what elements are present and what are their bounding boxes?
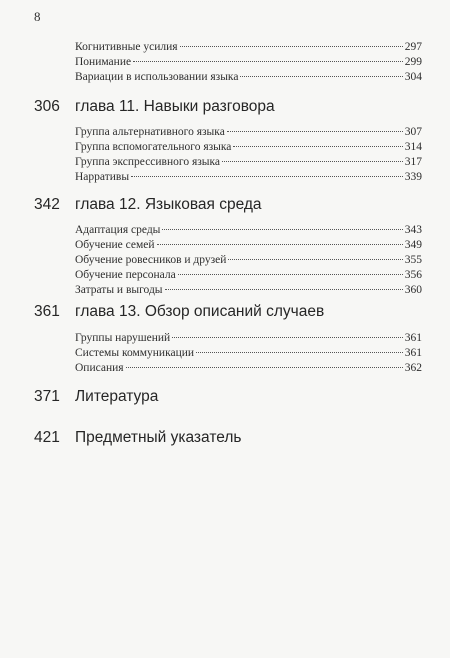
toc-entry-title: Обучение персонала [75,269,176,281]
dot-leader [228,259,402,260]
toc-entry-title: Группа вспомогательного языка [75,141,232,153]
toc-entry-page: 356 [404,269,422,281]
chapter-title: глава 12. Языковая среда [75,196,262,213]
chapter-title: глава 11. Навыки разговора [75,98,275,115]
dot-leader [162,229,402,230]
toc-entry-title: Обучение ровесников и друзей [75,254,227,266]
chapter-page: 361 [34,303,60,320]
toc-entry[interactable] [75,141,422,153]
toc-entry[interactable] [75,284,422,296]
chapter-title: Литература [75,388,159,405]
toc-entry-page: 362 [404,362,422,374]
toc-entry-page: 361 [404,347,422,359]
toc-entry-page: 314 [404,141,422,153]
toc-entry-page: 349 [404,239,422,251]
dot-leader [133,61,403,62]
toc-entry[interactable] [75,269,422,281]
toc-entry-page: 299 [404,56,422,68]
toc-chapter-heading[interactable] [34,98,424,116]
toc-entry-title: Нарративы [75,171,130,183]
dot-leader [157,244,403,245]
toc-entry-page: 307 [404,126,422,138]
toc-chapter-heading[interactable] [34,196,424,214]
toc-entry[interactable] [75,56,422,68]
toc-entry[interactable] [75,332,422,344]
toc-entry-title: Группы нарушений [75,332,171,344]
toc-entry-page: 317 [404,156,422,168]
dot-leader [222,161,403,162]
toc-entry[interactable] [75,156,422,168]
toc-entry-title: Обучение семей [75,239,155,251]
toc-entry-page: 360 [404,284,422,296]
toc-entry-page: 297 [404,41,422,53]
toc-entry-title: Затраты и выгоды [75,284,163,296]
toc-entry-page: 355 [404,254,422,266]
chapter-page: 371 [34,388,60,405]
toc-entry-title: Вариации в использовании языка [75,71,239,83]
toc-entry[interactable] [75,239,422,251]
dot-leader [196,352,403,353]
toc-entry[interactable] [75,347,422,359]
toc-entry[interactable] [75,71,422,83]
page-number: 8 [34,9,41,24]
dot-leader [126,367,403,368]
toc-entry[interactable] [75,254,422,266]
toc-chapter-heading[interactable] [34,303,424,321]
toc-entry-page: 361 [404,332,422,344]
toc-entry-title: Группа экспрессивного языка [75,156,221,168]
dot-leader [131,176,403,177]
toc-entry[interactable] [75,126,422,138]
toc-entry[interactable] [75,41,422,53]
toc-entry-title: Адаптация среды [75,224,161,236]
chapter-page: 421 [34,429,60,446]
toc-entry-title: Понимание [75,56,132,68]
dot-leader [178,274,403,275]
toc-entry[interactable] [75,171,422,183]
toc-entry[interactable] [75,362,422,374]
toc-entry-title: Группа альтернативного языка [75,126,225,138]
dot-leader [240,76,402,77]
toc-entry-title: Когнитивные усилия [75,41,178,53]
dot-leader [172,337,403,338]
toc-entry-page: 339 [404,171,422,183]
chapter-title: глава 13. Обзор описаний случаев [75,303,325,320]
toc-chapter-heading[interactable] [34,429,424,447]
dot-leader [180,46,403,47]
toc-entry-page: 343 [404,224,422,236]
dot-leader [227,131,403,132]
chapter-page: 342 [34,196,60,213]
toc-entry[interactable] [75,224,422,236]
toc-chapter-heading[interactable] [34,388,424,406]
toc-entry-title: Описания [75,362,124,374]
dot-leader [165,289,403,290]
toc-entry-title: Системы коммуникации [75,347,195,359]
dot-leader [233,146,402,147]
toc-entry-page: 304 [404,71,422,83]
chapter-title: Предметный указатель [75,429,242,446]
chapter-page: 306 [34,98,60,115]
